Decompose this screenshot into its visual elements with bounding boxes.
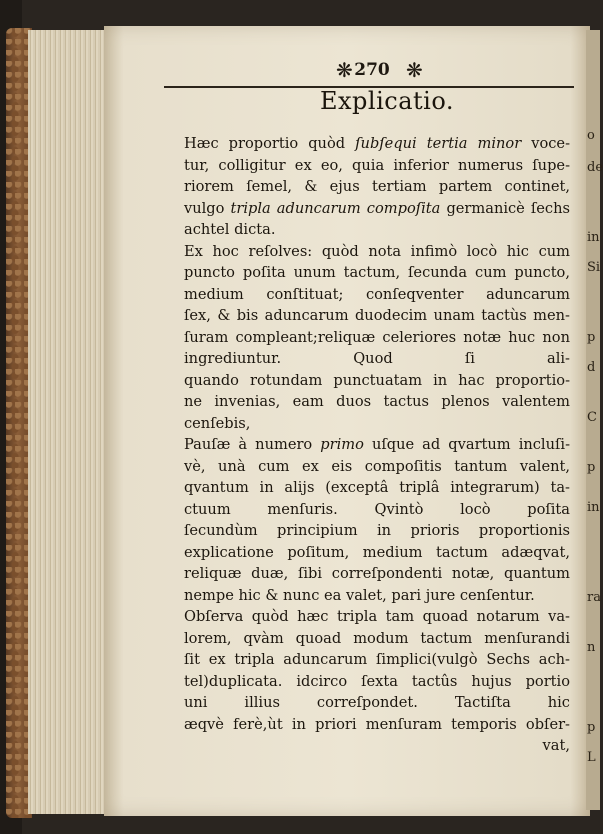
text-segment: cenſebis, (184, 414, 251, 432)
page-block-edge (28, 30, 107, 814)
facing-page-fragment: d (587, 360, 596, 375)
flower-ornament-icon: ❋ (406, 58, 423, 82)
text-line (184, 585, 570, 607)
text-line (184, 735, 570, 757)
facing-page-fragment: n (587, 640, 596, 655)
text-line (184, 219, 570, 241)
text-line (184, 370, 570, 392)
text-segment: quando rotundam punctuatam in hac proportio- (184, 371, 570, 389)
page-header (164, 60, 574, 84)
text-line (184, 198, 570, 220)
facing-page-fragment: de (587, 160, 603, 175)
text-line (184, 348, 570, 370)
page-number: 270 (354, 60, 390, 80)
facing-page-fragment: L (587, 750, 596, 765)
text-line (184, 176, 570, 198)
text-line (184, 649, 570, 671)
facing-page-fragment: ra (587, 590, 601, 605)
text-segment: tur, colligitur ex eo, quia inferior numerus ſupe- (184, 156, 570, 174)
text-line (184, 434, 570, 456)
facing-page-fragment: in (587, 500, 600, 515)
text-line (184, 606, 570, 628)
facing-page-fragment: p (587, 720, 596, 735)
text-line (184, 477, 570, 499)
text-segment: puncto poſita unum tactum, ſecunda cum puncto, (184, 264, 570, 281)
text-segment: Pauſæ à numero (184, 436, 321, 453)
text-line (184, 133, 570, 155)
facing-page-fragment: o (587, 128, 595, 143)
text-line (184, 671, 570, 693)
text-segment: uſque ad qvartum incluſi- (363, 436, 570, 453)
text-segment: ſuram compleant;reliquæ celeriores notæ huc non (184, 328, 570, 346)
text-line (184, 456, 570, 478)
text-segment: nempe hic & nunc ea valet, pari jure cenſentur. (184, 586, 535, 604)
section-title: Explicatio. (320, 87, 454, 115)
text-line (184, 155, 570, 177)
facing-page-fragment: p (587, 460, 596, 475)
facing-page-fragment: in (587, 230, 600, 245)
text-segment: vè, unà cum ex eis compoſitis tantum valent, (184, 457, 570, 475)
text-line (184, 327, 570, 349)
text-line (184, 563, 570, 585)
text-line (184, 692, 570, 714)
text-segment: Ex hoc reſolves: quòd nota infimò locò hic cum (184, 242, 570, 260)
text-line (184, 520, 570, 542)
text-line (184, 262, 570, 284)
text-segment: medium conſtituat; conſeqventer aduncarum (184, 285, 570, 303)
italic-phrase: primo (320, 436, 364, 453)
text-segment: lorem, qvàm quoad modum tactum menſurandi (184, 629, 570, 647)
text-line (184, 391, 570, 413)
text-segment: ctuum menſuris. Qvintò locò poſita (184, 500, 570, 518)
text-segment: ingrediuntur. Quod ſi ali- (184, 350, 570, 367)
text-line (184, 413, 570, 435)
text-segment: uni illius correſpondet. Tactiſta hic (184, 694, 570, 711)
italic-phrase: ſubſequi tertia minor (355, 135, 522, 152)
text-segment: explicatione poſitum, medium tactum adæqvat, (184, 543, 570, 561)
text-segment: Obſerva quòd hæc tripla tam quoad notarum va- (184, 608, 570, 625)
text-line (184, 284, 570, 306)
flower-ornament-icon: ❋ (336, 58, 353, 82)
text-segment: vulgo (184, 199, 231, 217)
text-segment: ſecundùm principium in prioris proportionis (184, 522, 570, 539)
text-segment: tel)duplicata. idcirco ſexta tactûs hujus portio (184, 672, 570, 690)
facing-page-fragment: p (587, 330, 596, 345)
text-segment: Hæc proportio quòd (184, 135, 356, 152)
facing-page-edge (586, 30, 603, 810)
text-segment: germanicè ſechs (440, 199, 570, 217)
body-text (184, 133, 570, 757)
text-segment: ne invenias, eam duos tactus plenos valentem (184, 393, 570, 410)
text-line (184, 499, 570, 521)
text-line (184, 241, 570, 263)
text-line (184, 714, 570, 736)
text-segment: æqvè ferè,ùt in priori menſuram temporis obſer- (184, 715, 570, 733)
text-line (184, 542, 570, 564)
italic-phrase: tripla aduncarum compoſita (230, 199, 441, 217)
text-line (184, 628, 570, 650)
text-segment: vat, (542, 737, 570, 754)
text-segment: voce- (521, 135, 570, 152)
facing-page-fragment: Si (587, 260, 601, 275)
text-segment: reliquæ duæ, ſibi correſpondenti notæ, quantum (184, 565, 570, 582)
text-segment: achtel dicta. (184, 221, 276, 238)
text-segment: qvantum in alijs (exceptâ triplâ integrarum) ta- (184, 479, 570, 496)
facing-page-fragment: C (587, 410, 597, 425)
text-line (184, 305, 570, 327)
text-segment: riorem ſemel, & ejus tertiam partem continet, (184, 178, 570, 195)
text-segment: ſit ex tripla aduncarum ſimplici(vulgò Sechs ach- (184, 651, 570, 668)
text-segment: ſex, & bis aduncarum duodecim unam tactùs men- (184, 307, 570, 324)
